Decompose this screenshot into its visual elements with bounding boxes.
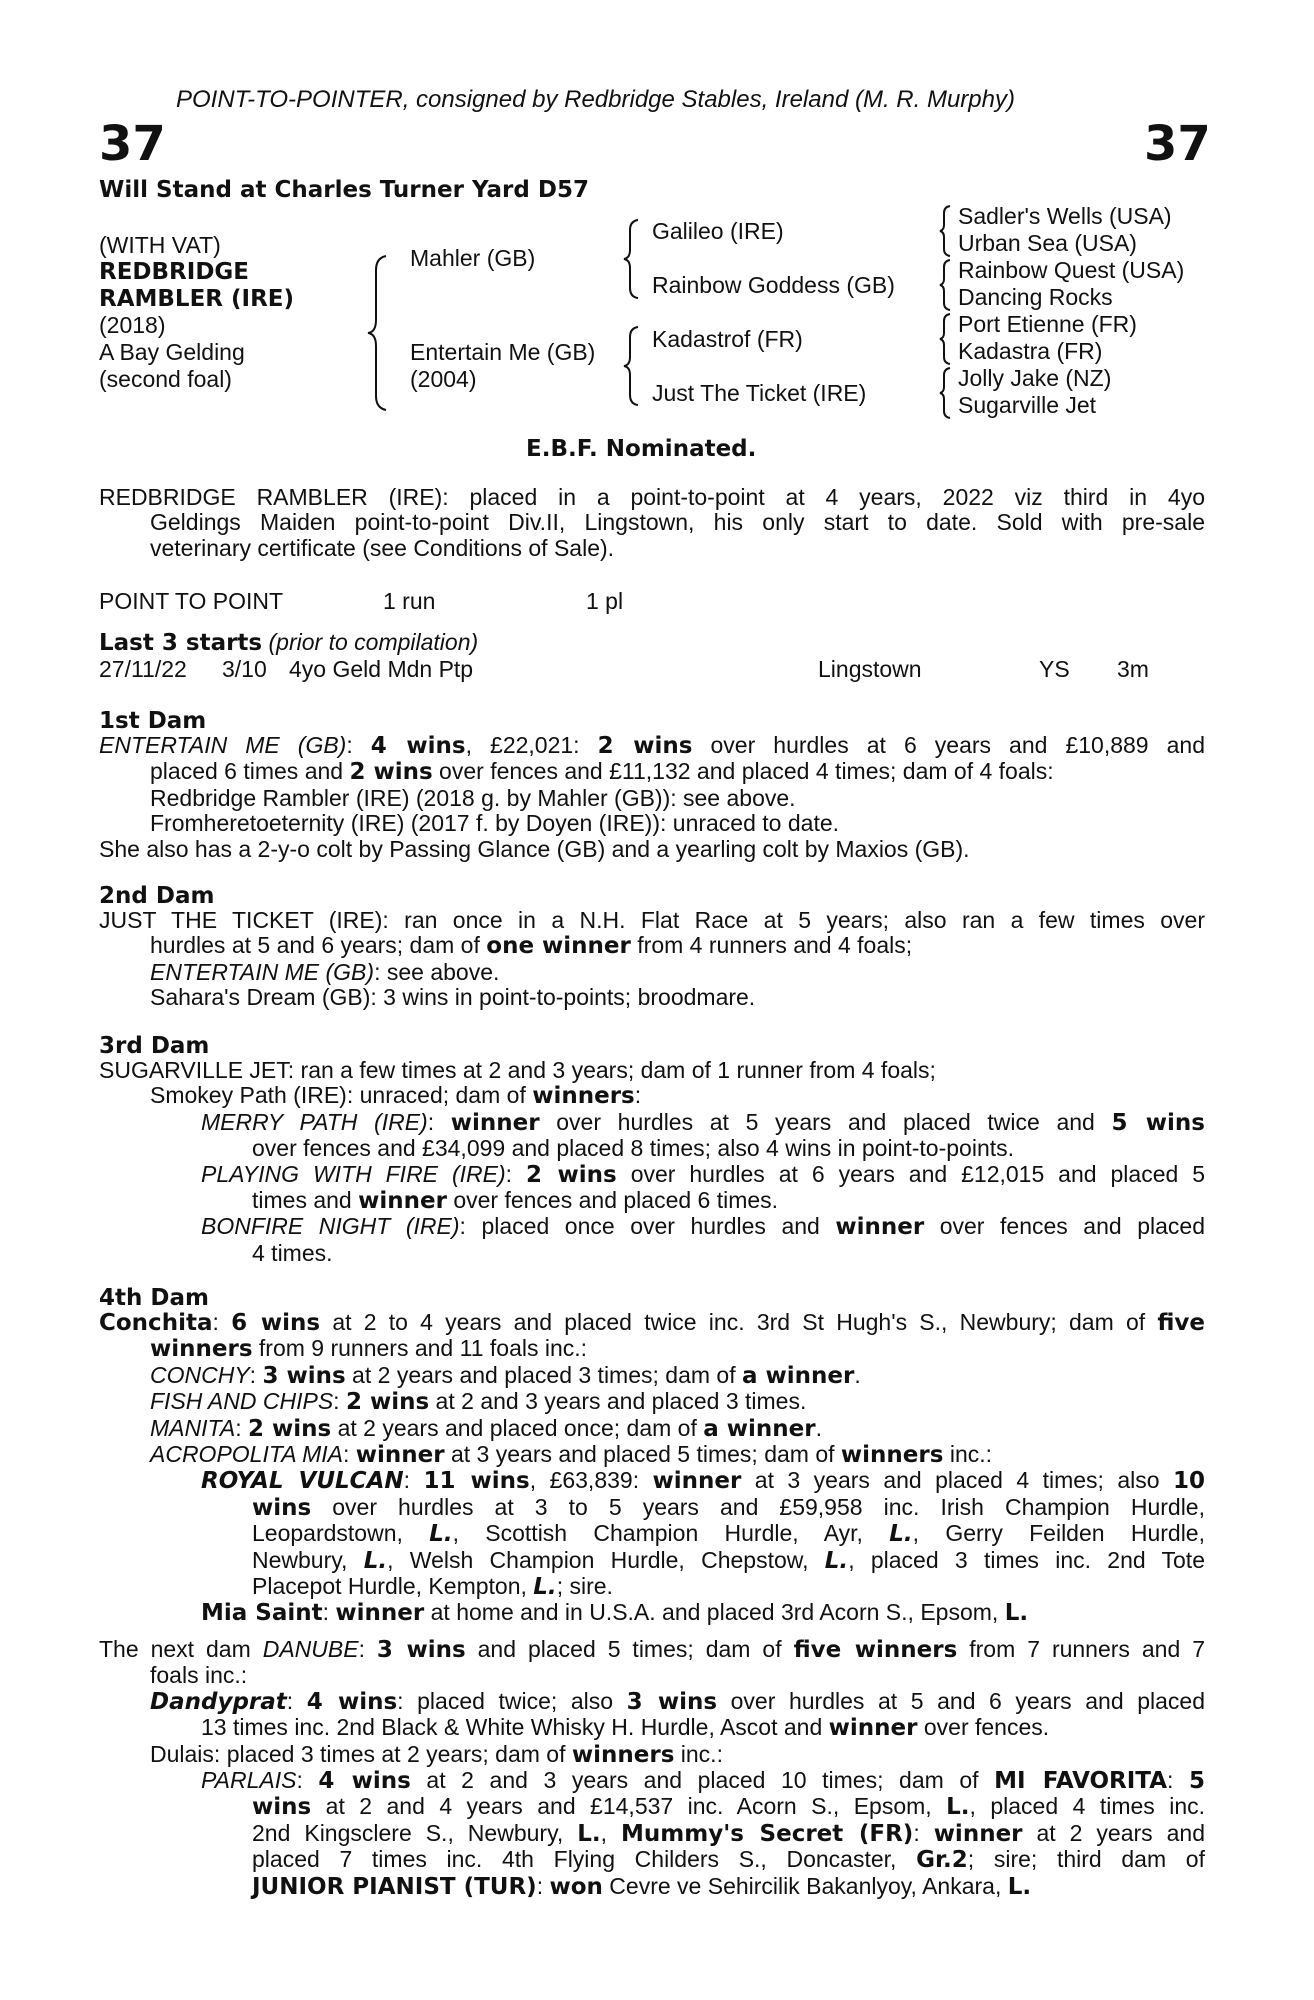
highlight: 10 xyxy=(1173,1468,1206,1495)
text: inc.: xyxy=(943,1441,993,1468)
dam4-line xyxy=(252,1521,1205,1547)
pedigree-sire: Mahler (GB) xyxy=(410,245,536,271)
pedigree-dam-dam: Just The Ticket (IRE) xyxy=(652,380,867,406)
text: , £63,839: xyxy=(529,1467,653,1494)
text: hurdles at 5 and 6 years; dam of xyxy=(150,932,487,959)
highlight: 4 wins xyxy=(306,1688,398,1715)
listed-mark: L. xyxy=(1004,1600,1029,1627)
dam3-line xyxy=(201,1110,1205,1136)
pedigree-brace-g3 xyxy=(938,312,954,366)
highlight: 5 xyxy=(1188,1768,1205,1795)
text: at 2 and 3 years and placed 3 times. xyxy=(429,1388,807,1415)
text: : xyxy=(634,1082,642,1109)
dam2-heading: 2nd Dam xyxy=(99,883,215,909)
highlight: 6 wins xyxy=(231,1310,321,1336)
horse-name: DANUBE xyxy=(262,1636,359,1662)
text: , placed 4 times inc. xyxy=(969,1793,1206,1820)
text: from 4 runners and 4 foals; xyxy=(630,932,913,959)
horse-name: ROYAL VULCAN xyxy=(201,1468,404,1495)
text: Leopardstown, xyxy=(252,1520,430,1547)
highlight: five xyxy=(1157,1310,1206,1336)
highlight: winner xyxy=(933,1820,1023,1847)
text: placed 6 times and xyxy=(150,758,350,785)
text: at 2 and 3 years and placed 10 times; dam of xyxy=(410,1767,995,1794)
next-dam-line: foals inc.: xyxy=(150,1662,248,1689)
pedigree-dam-year: (2004) xyxy=(410,366,477,392)
vat-note: (WITH VAT) xyxy=(99,232,221,258)
dam3-line xyxy=(201,1162,1205,1188)
record-placed: 1 pl xyxy=(586,588,624,614)
pedigree-dam: Entertain Me (GB) xyxy=(410,339,596,365)
next-dam-line xyxy=(150,1689,1205,1715)
dam3-line: over fences and £34,099 and placed 8 times; also 4 wins in point-to-points. xyxy=(252,1135,1015,1162)
dam3-line xyxy=(99,1083,1205,1109)
ebf-nomination: E.B.F. Nominated. xyxy=(526,436,757,462)
text: 2nd Kingsclere S., Newbury, xyxy=(252,1819,578,1846)
highlight: 4 wins xyxy=(318,1768,411,1795)
next-dam-line xyxy=(99,1874,1205,1900)
listed-mark: L. xyxy=(533,1574,557,1601)
pedigree-ggp-6: Kadastra (FR) xyxy=(958,338,1103,364)
text: : xyxy=(342,1441,356,1468)
text: . xyxy=(854,1361,861,1388)
text: : xyxy=(235,1414,248,1441)
next-dam-line xyxy=(201,1768,1205,1794)
highlight: 2 wins xyxy=(247,1415,332,1442)
dam1-line: She also has a 2-y-o colt by Passing Glance (GB) and a yearling colt by Maxios (GB). xyxy=(99,835,970,862)
horse-name: PLAYING WITH FIRE (IRE) xyxy=(201,1160,506,1187)
highlight: one winner xyxy=(486,933,631,960)
pedigree-ggp-2: Urban Sea (USA) xyxy=(958,230,1137,256)
dam1-section xyxy=(99,733,1205,862)
pedigree-ggp-7: Jolly Jake (NZ) xyxy=(958,365,1112,391)
horse-name-line1: REDBRIDGE xyxy=(99,259,249,285)
highlight: a winner xyxy=(703,1415,816,1442)
group-mark: Gr.2 xyxy=(916,1847,968,1874)
highlight: winners xyxy=(571,1741,675,1768)
highlight: MI FAVORITA xyxy=(994,1768,1168,1795)
highlight: 2 wins xyxy=(597,733,693,759)
listed-mark: L. xyxy=(889,1521,913,1548)
dam1-line: ENTERTAIN ME (GB): 4 wins, £22,021: 2 wins over hurdles at 6 years and £10,889 and xyxy=(99,732,1205,759)
start-distance: 3m xyxy=(1117,656,1149,682)
text: over fences. xyxy=(917,1714,1050,1741)
text: over hurdles at 6 years and £10,889 and xyxy=(692,732,1205,758)
dam1-name: ENTERTAIN ME (GB) xyxy=(99,732,347,758)
pedigree-sire-sire: Galileo (IRE) xyxy=(652,218,784,244)
listed-mark: L. xyxy=(824,1547,849,1574)
record-label: POINT TO POINT xyxy=(99,588,284,614)
text: : xyxy=(296,1767,319,1794)
horse-name: ACROPOLITA MIA xyxy=(150,1441,343,1468)
horse-name: Conchita xyxy=(99,1310,213,1336)
text: and placed 5 times; dam of xyxy=(465,1636,794,1662)
text: Smokey Path (IRE): unraced; dam of xyxy=(150,1082,533,1109)
text: at 2 years and xyxy=(1022,1819,1206,1846)
summary-line: Geldings Maiden point-to-point Div.II, Lingstown, his only start to date. Sold with pre-sale xyxy=(150,509,1205,536)
dam2-line: Sahara's Dream (GB): 3 wins in point-to-points; broodmare. xyxy=(150,984,756,1011)
horse-name-line2: RAMBLER (IRE) xyxy=(99,286,295,312)
consignor-line: POINT-TO-POINTER, consigned by Redbridge Stables, Ireland (M. R. Murphy) xyxy=(176,86,1015,113)
last-starts-heading xyxy=(99,630,478,656)
text: at 2 years and placed once; dam of xyxy=(331,1414,704,1441)
dam4-line xyxy=(252,1495,1205,1521)
text: : xyxy=(1167,1767,1189,1794)
highlight: winners xyxy=(532,1083,635,1110)
highlight: won xyxy=(549,1873,603,1900)
dam4-line xyxy=(99,1363,1205,1389)
start-race: 4yo Geld Mdn Ptp xyxy=(289,656,474,682)
record-runs: 1 run xyxy=(383,588,436,614)
horse-name: ENTERTAIN ME (GB) xyxy=(150,958,375,985)
highlight: winner xyxy=(358,1188,447,1215)
highlight: winner xyxy=(828,1715,918,1742)
text: : xyxy=(212,1309,232,1335)
summary-line: veterinary certificate (see Conditions of Sale). xyxy=(150,534,615,561)
text: over hurdles at 5 and 6 years and placed xyxy=(717,1687,1205,1714)
pedigree-brace-g4 xyxy=(938,366,954,420)
lot-number-right: 37 xyxy=(1144,116,1211,172)
pedigree-ggp-3: Rainbow Quest (USA) xyxy=(958,257,1185,283)
highlight: wins xyxy=(252,1494,312,1521)
horse-name: Dandyprat xyxy=(150,1688,287,1715)
text: over fences and placed xyxy=(924,1213,1205,1240)
text: at 2 years and placed 3 times; dam of xyxy=(345,1361,742,1388)
text: over hurdles at 6 years and £12,015 and placed 5 xyxy=(616,1160,1206,1187)
dam2-line xyxy=(99,933,1205,959)
text: : xyxy=(333,1388,346,1415)
text: Dulais: placed 3 times at 2 years; dam of xyxy=(150,1740,572,1767)
horse-name: MERRY PATH (IRE) xyxy=(201,1108,428,1135)
dam3-line: SUGARVILLE JET: ran a few times at 2 and 3 years; dam of 1 runner from 4 foals; xyxy=(99,1057,936,1083)
dam4-line xyxy=(99,1416,1205,1442)
highlight: 2 wins xyxy=(349,759,433,786)
horse-foal-note: (second foal) xyxy=(99,366,232,392)
text: ; sire; third dam of xyxy=(967,1846,1205,1873)
text: : xyxy=(322,1599,336,1626)
dam3-line xyxy=(201,1214,1205,1240)
dam2-section xyxy=(99,908,1205,1011)
pedigree-brace-sire xyxy=(622,218,642,300)
text: at home and in U.S.A. and placed 3rd Acorn S., Epsom, xyxy=(424,1599,1005,1626)
next-dam-line xyxy=(99,1715,1205,1741)
text: over fences and placed 6 times. xyxy=(446,1187,779,1214)
text: : see above. xyxy=(374,958,500,985)
dam2-line: JUST THE TICKET (IRE): ran once in a N.H. Flat Race at 5 years; also ran a few times over xyxy=(99,907,1205,933)
dam3-section xyxy=(99,1058,1205,1266)
highlight: winner xyxy=(335,1600,425,1627)
listed-mark: L. xyxy=(946,1794,970,1821)
horse-name: MANITA xyxy=(150,1414,236,1441)
highlight: five winners xyxy=(793,1637,958,1663)
text: . xyxy=(815,1414,823,1441)
start-going: YS xyxy=(1039,656,1070,682)
pedigree-sire-dam: Rainbow Goddess (GB) xyxy=(652,272,895,298)
dam3-line: 4 times. xyxy=(252,1239,333,1266)
text: , £22,021: xyxy=(465,732,598,758)
last-starts-title: Last 3 starts xyxy=(99,630,263,656)
next-dam-line xyxy=(252,1821,1205,1847)
dam1-heading: 1st Dam xyxy=(99,708,207,734)
dam3-heading: 3rd Dam xyxy=(99,1033,210,1059)
dam4-line xyxy=(99,1600,1205,1626)
pedigree-brace-main xyxy=(366,254,390,412)
pedigree-brace-g1 xyxy=(938,204,954,258)
text: over hurdles at 5 years and placed twice and xyxy=(539,1108,1112,1135)
listed-mark: L. xyxy=(1007,1873,1032,1900)
text: at 3 years and placed 5 times; dam of xyxy=(444,1441,841,1468)
pedigree-ggp-4: Dancing Rocks xyxy=(958,284,1113,310)
text: at 2 to 4 years and placed twice inc. 3rd St Hugh's S., Newbury; dam of xyxy=(320,1309,1158,1335)
highlight: winner xyxy=(652,1468,742,1495)
highlight: winner xyxy=(355,1442,445,1469)
start-position: 3/10 xyxy=(222,656,267,682)
text: , Welsh Champion Hurdle, Chepstow, xyxy=(387,1546,825,1573)
text: : xyxy=(249,1361,263,1388)
pedigree-brace-dam xyxy=(622,325,642,407)
text: over hurdles at 3 to 5 years and £59,958 inc. Irish Champion Hurdle, xyxy=(311,1493,1205,1520)
text: 13 times inc. 2nd Black & White Whisky H. Hurdle, Ascot and xyxy=(201,1714,829,1741)
text: from 7 runners and 7 xyxy=(957,1636,1205,1662)
highlight: a winner xyxy=(742,1362,855,1389)
horse-year: (2018) xyxy=(99,312,166,338)
listed-mark: L. xyxy=(577,1820,601,1847)
dam4-line xyxy=(99,1574,1205,1600)
next-dam-line xyxy=(99,1637,1205,1663)
text: times and xyxy=(252,1187,359,1214)
listed-mark: L. xyxy=(429,1521,453,1548)
dam4-line xyxy=(201,1468,1205,1494)
dam4-line xyxy=(99,1336,1205,1362)
horse-name: PARLAIS xyxy=(201,1767,297,1794)
dam4-line xyxy=(99,1310,1205,1336)
dam4-line xyxy=(99,1389,1205,1415)
summary-line: REDBRIDGE RAMBLER (IRE): placed in a point-to-point at 4 years, 2022 viz third in 4yo xyxy=(99,484,1205,510)
pedigree-dam-sire: Kadastrof (FR) xyxy=(652,326,803,352)
dam2-line xyxy=(99,960,1205,985)
start-course: Lingstown xyxy=(818,656,922,682)
highlight: winners xyxy=(150,1336,253,1363)
text: : xyxy=(286,1687,307,1714)
horse-name: Mia Saint xyxy=(201,1600,323,1627)
text: : placed twice; also xyxy=(397,1687,627,1714)
highlight: 3 wins xyxy=(262,1362,346,1389)
highlight: 3 wins xyxy=(626,1688,718,1715)
text: : xyxy=(358,1636,377,1662)
text: at 3 years and placed 4 times; also xyxy=(741,1467,1173,1494)
highlight: 11 wins xyxy=(423,1468,530,1495)
highlight: 2 wins xyxy=(525,1161,617,1188)
highlight: 4 wins xyxy=(370,733,466,759)
dam4-line xyxy=(252,1548,1205,1574)
horse-name: FISH AND CHIPS xyxy=(150,1388,334,1415)
horse-summary xyxy=(99,485,1205,561)
text: from 9 runners and 11 foals inc.: xyxy=(252,1335,588,1362)
highlight: winners xyxy=(840,1442,944,1469)
text: placed 7 times inc. 4th Flying Childers S., Doncaster, xyxy=(252,1846,917,1873)
text: , placed 3 times inc. 2nd Tote xyxy=(848,1546,1205,1573)
last-starts-note: (prior to compilation) xyxy=(268,629,479,655)
next-dam-line xyxy=(99,1742,1205,1768)
text: inc.: xyxy=(674,1740,723,1767)
highlight: Mummy's Secret (FR) xyxy=(621,1820,914,1847)
horse-name: CONCHY xyxy=(150,1361,250,1388)
text: : xyxy=(536,1872,550,1899)
dam4-section xyxy=(99,1310,1205,1627)
text: Placepot Hurdle, Kempton, xyxy=(252,1573,534,1600)
listed-mark: L. xyxy=(363,1547,388,1574)
dam4-line xyxy=(99,1442,1205,1468)
dam1-line xyxy=(99,759,1205,785)
highlight: wins xyxy=(252,1794,312,1821)
text: Newbury, xyxy=(252,1546,364,1573)
text: , xyxy=(600,1819,622,1846)
dam3-line xyxy=(99,1188,1205,1214)
pedigree-brace-g2 xyxy=(938,258,954,312)
text: over fences and £11,132 and placed 4 times; dam of 4 foals: xyxy=(432,758,1054,785)
stand-location: Will Stand at Charles Turner Yard D57 xyxy=(99,177,589,203)
dam4-heading: 4th Dam xyxy=(99,1285,209,1311)
highlight: 5 wins xyxy=(1111,1109,1205,1136)
horse-description: A Bay Gelding xyxy=(99,339,245,365)
horse-name: BONFIRE NIGHT (IRE) xyxy=(201,1213,460,1240)
next-dam-line xyxy=(252,1847,1205,1873)
highlight: 2 wins xyxy=(345,1389,430,1416)
text: : xyxy=(505,1160,526,1187)
highlight: winner xyxy=(450,1109,540,1136)
pedigree-ggp-8: Sugarville Jet xyxy=(958,392,1097,418)
text: , Scottish Champion Hurdle, Ayr, xyxy=(452,1520,890,1547)
text: The next dam xyxy=(99,1636,263,1662)
lot-number-left: 37 xyxy=(99,116,166,172)
dam1-line: Redbridge Rambler (IRE) (2018 g. by Mahler (GB)): see above. xyxy=(150,784,796,811)
start-date: 27/11/22 xyxy=(99,656,187,682)
dam1-line: Fromheretoeternity (IRE) (2017 f. by Doyen (IRE)): unraced to date. xyxy=(150,810,840,837)
text: at 2 and 4 years and £14,537 inc. Acorn S., Epsom, xyxy=(311,1793,947,1820)
next-dam-section xyxy=(99,1637,1205,1900)
text: : xyxy=(913,1819,934,1846)
text: Cevre ve Sehircilik Bakanlyoy, Ankara, xyxy=(602,1872,1008,1899)
highlight: JUNIOR PIANIST (TUR) xyxy=(252,1873,537,1900)
highlight: winner xyxy=(835,1214,925,1241)
text: : placed once over hurdles and xyxy=(459,1213,836,1240)
pedigree-ggp-1: Sadler's Wells (USA) xyxy=(958,203,1172,229)
text: : xyxy=(427,1108,451,1135)
pedigree-ggp-5: Port Etienne (FR) xyxy=(958,311,1137,337)
text: : xyxy=(403,1467,424,1494)
highlight: 3 wins xyxy=(376,1637,466,1663)
text: ; sire. xyxy=(556,1573,613,1600)
text: , Gerry Feilden Hurdle, xyxy=(912,1520,1205,1547)
next-dam-line xyxy=(252,1794,1205,1820)
